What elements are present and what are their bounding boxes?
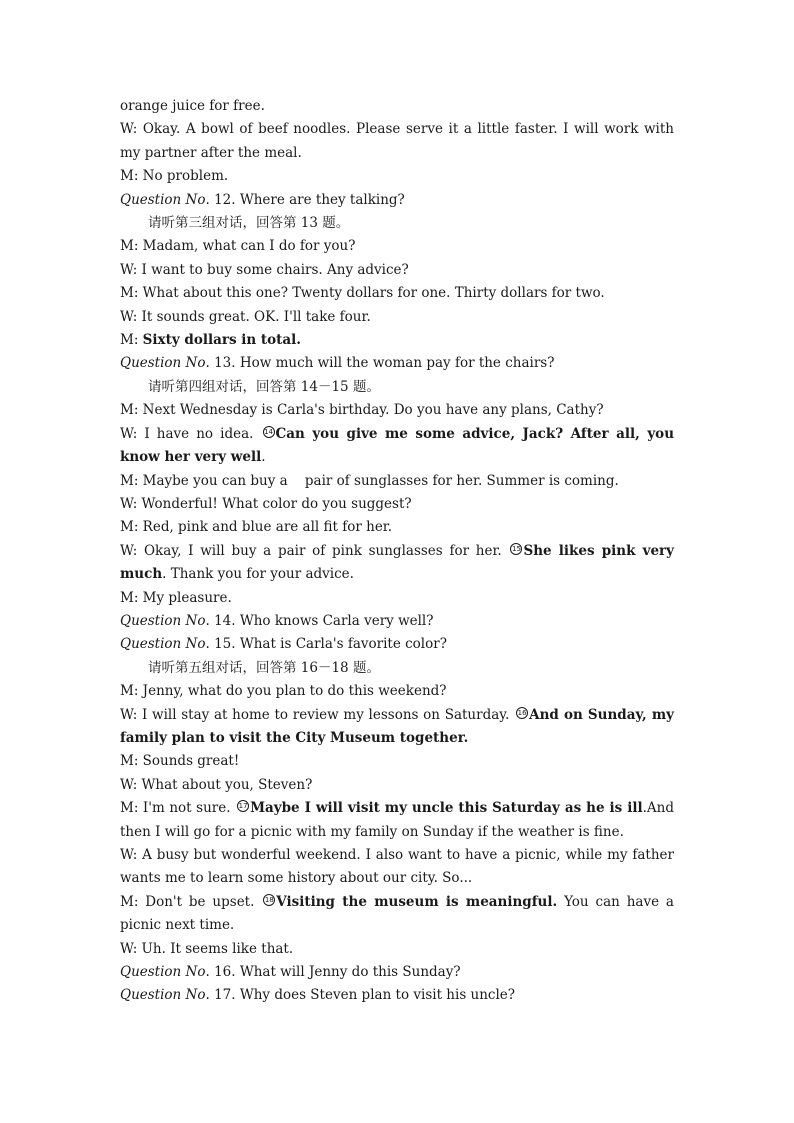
question-text: . 13. How much will the woman pay for the chairs? [205,355,555,372]
text-part: You can have a picnic next time. [120,893,674,934]
text-part: . Thank you for your advice. [162,566,354,583]
question-text: . 17. Why does Steven plan to visit his uncle? [205,987,516,1004]
text-part: . [261,449,266,466]
text-part: M: I'm not sure. [120,800,236,817]
question-14 [120,610,674,633]
answer-highlight: And on Sunday, my family plan to visit the City Museum together. [120,706,674,746]
answer-highlight: Sixty dollars in total. [142,332,301,349]
question-15 [120,633,674,656]
text-line: M: No problem. [120,168,229,185]
text-line: W: It sounds great. OK. I'll take four. [120,308,371,325]
text-line [120,704,674,751]
text-line: W: Uh. It seems like that. [120,940,294,957]
question-12 [120,189,674,212]
circled-number: 15 [512,544,521,553]
section-heading: 请听第四组对话，回答第 14－15 题。 [148,378,380,395]
text-line: M: Next Wednesday is Carla's birthday. Do you have any plans, Cathy? [120,402,604,419]
question-label: Question No [120,612,206,629]
answer-highlight: Visiting the museum is meaningful. [276,893,558,910]
text-line: W: Okay. A bowl of beef noodles. Please serve it a little faster. I will work with my partner after the meal. [120,121,674,161]
question-label: Question No [120,636,206,653]
text-line: M: Sounds great! [120,753,240,770]
document-page [120,95,674,1008]
question-text: . 16. What will Jenny do this Sunday? [205,964,461,981]
question-17 [120,984,674,1007]
text-line: M: Jenny, what do you plan to do this weekend? [120,683,447,700]
text-line: W: I want to buy some chairs. Any advice? [120,261,409,278]
text-line [120,423,674,470]
circled-number: 14 [264,427,273,436]
text-line: W: What about you, Steven? [120,776,313,793]
text-part: W: I have no idea. [120,425,261,442]
text-line: W: Wonderful! What color do you suggest? [120,495,412,512]
text-part: M: Don't be upset. [120,893,262,910]
circled-number: 18 [264,895,274,904]
text-line [120,891,674,938]
text-line [120,329,674,352]
text-line: M: Madam, what can I do for you? [120,238,356,255]
circled-number: 17 [238,802,248,811]
text-line: orange juice for free. [120,98,265,114]
question-text: . 12. Where are they talking? [205,191,405,208]
question-label: Question No [120,355,206,372]
text-line [120,282,674,305]
text-line: M: Red, pink and blue are all fit for her. [120,519,393,536]
question-16 [120,961,674,984]
text-line: W: A busy but wonderful weekend. I also want to have a picnic, while my father wants me to learn some history about our city. So... [120,847,674,887]
text-line: M: Maybe you can buy a pair of sunglasses for her. Summer is coming. [120,472,619,489]
answer-highlight: She likes pink very much [120,542,674,583]
question-label: Question No [120,191,206,208]
text-part: ? Twenty dollars for one. Thirty dollars for two. [280,285,605,302]
text-part: W: I will stay at home to review my lessons on Saturday. [120,706,515,723]
question-text: . 14. Who knows Carla very well? [205,612,434,629]
answer-highlight: Can you give me some advice, Jack? After all, you know her very well [120,425,675,466]
text-line: M: My pleasure. [120,589,232,606]
text-part: .And then I will go for a picnic with my family on Sunday if the weather is fine. [120,800,674,840]
text-line [120,540,674,587]
question-text: . 15. What is Carla's favorite color? [205,636,447,653]
question-13 [120,352,674,375]
circled-number: 16 [517,708,527,717]
section-heading: 请听第五组对话，回答第 16－18 题。 [148,659,380,676]
text-line [120,797,674,844]
text-part: M: What about this one [120,285,281,302]
section-heading: 请听第三组对话，回答第 13 题。 [148,215,350,232]
question-label: Question No [120,987,206,1004]
text-part: W: Okay, I will buy a pair of pink sunglasses for her. [120,542,509,559]
answer-highlight: Maybe I will visit my uncle this Saturday as he is ill [250,800,643,817]
text-part: M: [120,332,143,349]
question-label: Question No [120,964,206,981]
